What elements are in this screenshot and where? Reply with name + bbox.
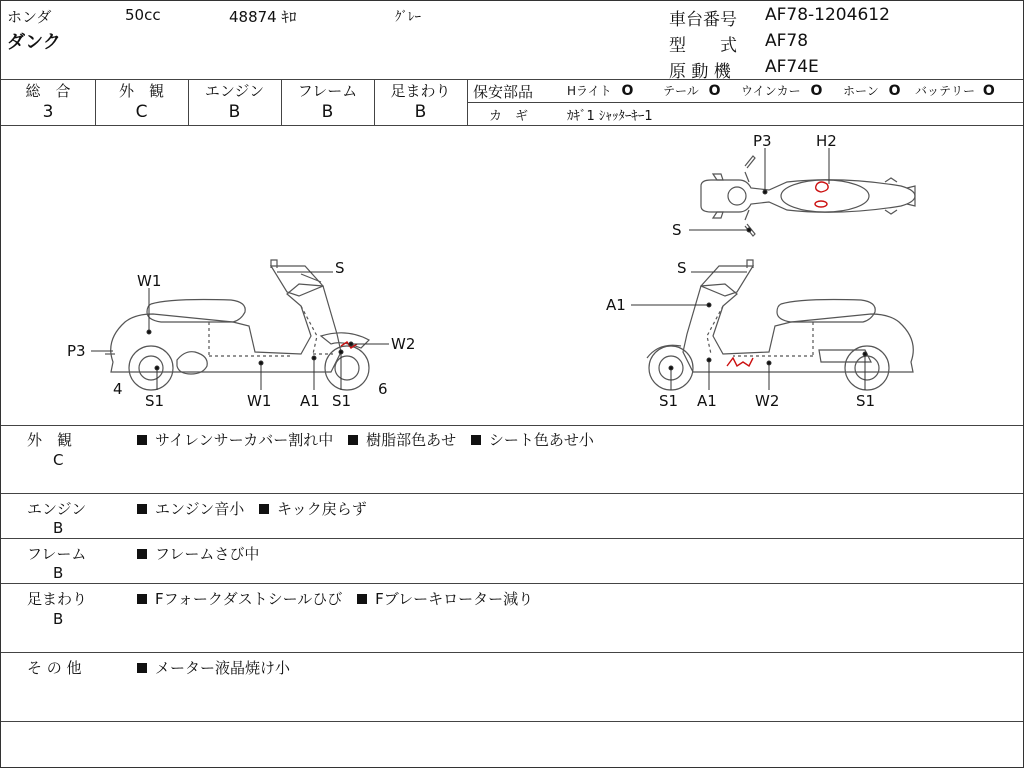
diag-label: S [672, 221, 682, 239]
safety-item-mark: O [708, 83, 721, 99]
frame-no: AF78-1204612 [765, 5, 890, 25]
engine-value: AF74E [765, 57, 819, 77]
bullet-square-icon [137, 435, 147, 445]
diag-label: S1 [659, 392, 679, 410]
scooter-top-view [701, 156, 915, 236]
note-item: キック戻らず [259, 500, 367, 518]
displacement: 50cc [125, 6, 161, 24]
divider [1, 425, 1023, 426]
rating-label-frame: フレーム [297, 82, 358, 100]
bullet-square-icon [137, 504, 147, 514]
frame-no-label: 車台番号 [669, 10, 737, 30]
divider [1, 583, 1023, 584]
safety-item-name: テール [663, 84, 699, 98]
key-value: ｶｷﾞ1 ｼｬｯﾀｰｷｰ1 [567, 109, 653, 124]
divider [1, 538, 1023, 539]
safety-item-name: ホーン [843, 84, 879, 98]
note-items-suspension [137, 588, 543, 609]
bullet-square-icon [137, 549, 147, 559]
note-grade-engine: B [53, 519, 64, 537]
damage-diagram [1, 126, 1023, 425]
safety-item-name: バッテリー [915, 84, 976, 98]
rating-value-engine: B [228, 102, 241, 122]
safety-item-mark: O [810, 83, 823, 99]
diag-label: A1 [697, 392, 717, 410]
note-item: Fブレーキローター減り [357, 590, 533, 608]
diag-label: A1 [300, 392, 320, 410]
rating-label-engine: エンジン [204, 82, 265, 100]
note-title-appearance: 外 観 [27, 431, 73, 449]
diag-label: A1 [606, 296, 626, 314]
diag-label: W1 [137, 272, 162, 290]
diag-label: P3 [753, 132, 772, 150]
maker: ホンダ [7, 8, 52, 26]
note-item: エンジン音小 [137, 500, 244, 518]
type-value: AF78 [765, 31, 809, 51]
diag-label: 4 [113, 380, 123, 398]
rating-value-overall: 3 [42, 102, 54, 122]
rating-label-overall: 総 合 [25, 82, 71, 100]
note-item: 樹脂部色あせ [348, 431, 456, 449]
model-name: ダンク [7, 32, 61, 53]
bullet-square-icon [137, 594, 147, 604]
diag-label: W1 [247, 392, 272, 410]
note-items-frame [137, 543, 269, 564]
safety-item-mark: O [621, 83, 634, 99]
note-items-appearance [137, 429, 604, 450]
divider [467, 102, 1023, 103]
diag-label: H2 [816, 132, 837, 150]
bullet-square-icon [348, 435, 358, 445]
note-item: メーター液晶焼け小 [137, 659, 290, 677]
divider [1, 721, 1023, 722]
key-label: カ ギ [489, 109, 529, 124]
note-item: フレームさび中 [137, 545, 259, 563]
safety-item-battery [915, 82, 995, 99]
diag-label: S [677, 259, 687, 277]
bullet-square-icon [137, 663, 147, 673]
scooter-right-view [647, 260, 913, 390]
safety-item-tail [663, 82, 721, 99]
safety-item-horn [843, 82, 901, 99]
note-grade-appearance: C [53, 451, 64, 469]
type-label: 型 式 [669, 36, 737, 56]
note-grade-suspension: B [53, 610, 64, 628]
note-item: Fフォークダストシールひび [137, 590, 342, 608]
bullet-square-icon [259, 504, 269, 514]
diag-label: 6 [378, 380, 388, 398]
safety-item-mark: O [888, 83, 901, 99]
rating-value-suspension: B [414, 102, 427, 122]
diag-label: S [335, 259, 345, 277]
mileage: 48874 ｷﾛ [229, 8, 297, 26]
note-title-suspension: 足まわり [27, 590, 88, 608]
note-title-other: そ の 他 [27, 659, 82, 677]
bullet-square-icon [357, 594, 367, 604]
safety-item-name: ウインカー [741, 84, 801, 98]
bullet-square-icon [471, 435, 481, 445]
diag-label: W2 [755, 392, 780, 410]
diag-label: W2 [391, 335, 416, 353]
color: ｸﾞﾚｰ [395, 10, 421, 25]
note-grade-frame: B [53, 564, 64, 582]
rating-label-suspension: 足まわり [390, 82, 451, 100]
safety-item-winker [741, 82, 822, 99]
diag-label: P3 [67, 342, 86, 360]
diag-label: S1 [856, 392, 876, 410]
engine-label: 原 動 機 [669, 62, 731, 82]
safety-item-headlight [567, 82, 633, 99]
rating-value-appearance: C [135, 102, 148, 122]
note-item: シート色あせ小 [471, 431, 594, 449]
note-items-other [137, 657, 300, 678]
note-items-engine [137, 498, 377, 519]
diag-label: S1 [145, 392, 165, 410]
rating-label-appearance: 外 観 [118, 82, 164, 100]
note-title-engine: エンジン [27, 500, 87, 518]
rating-value-frame: B [321, 102, 334, 122]
note-item: サイレンサーカバー割れ中 [137, 431, 333, 449]
safety-item-name: Hライト [567, 84, 612, 98]
divider [1, 493, 1023, 494]
safety-label: 保安部品 [473, 83, 534, 101]
divider [1, 652, 1023, 653]
diag-label: S1 [332, 392, 352, 410]
note-title-frame: フレーム [27, 545, 87, 563]
safety-item-mark: O [982, 83, 995, 99]
